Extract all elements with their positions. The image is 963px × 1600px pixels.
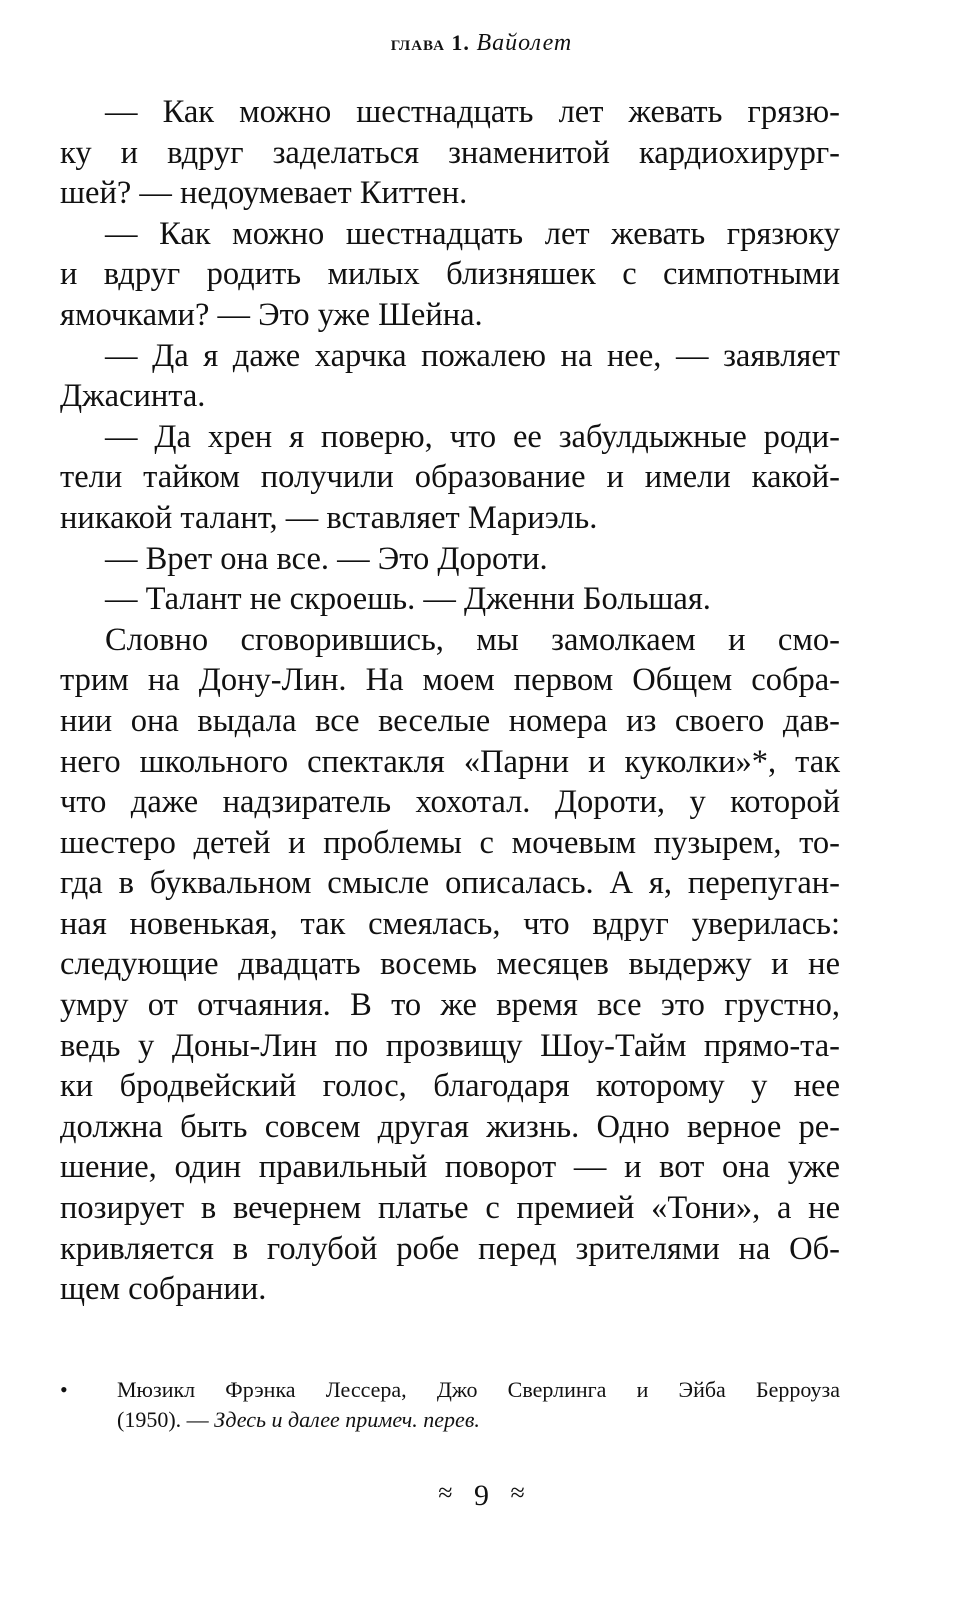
chapter-title: Вайолет <box>476 30 573 56</box>
text-line: что даже надзиратель хохотал. Дороти, у которой <box>60 784 840 821</box>
text-line: должна быть совсем другая жизнь. Одно верное ре- <box>60 1108 840 1145</box>
text-line: тели тайком получили образование и имели какой- <box>60 459 840 496</box>
text-line: ку и вдруг заделаться знаменитой кардиохирург- <box>60 134 840 171</box>
text-line: Словно сговорившись, мы замолкаем и смо- <box>105 621 840 658</box>
text-line: ная новенькая, так смеялась, что вдруг уверилась: <box>60 905 840 942</box>
text-line: умру от отчаяния. В то же время все это грустно, <box>60 987 840 1024</box>
chapter-number: глава 1. <box>390 30 470 55</box>
left-ornament-icon: ≈ <box>438 1478 453 1507</box>
text-line: нии она выдала все веселые номера из своего дав- <box>60 702 840 739</box>
footnote-translator-note: Здесь и далее примеч. перев. <box>214 1407 480 1432</box>
text-line: ямочками? — Это уже Шейна. <box>60 296 483 333</box>
text-line: гда в буквальном смысле описалась. А я, перепуган- <box>60 865 840 902</box>
text-line: никакой талант, — вставляет Мариэль. <box>60 499 598 536</box>
text-line: Джасинта. <box>60 378 206 415</box>
text-line: трим на Дону-Лин. На моем первом Общем собра- <box>60 662 840 699</box>
text-line: щем собрании. <box>60 1271 267 1308</box>
footnote-year: (1950). — <box>117 1407 215 1432</box>
text-line: — Как можно шестнадцать лет жевать грязюку <box>105 215 840 252</box>
text-line: — Талант не скроешь. — Дженни Большая. <box>105 581 711 618</box>
text-line: ки бродвейский голос, благодаря которому у нее <box>60 1068 840 1105</box>
text-line: следующие двадцать восемь месяцев выдержу и не <box>60 946 840 983</box>
body-text <box>60 92 840 1310</box>
text-line: шей? — недоумевает Киттен. <box>60 175 468 212</box>
footnote-line: Мюзикл Фрэнка Лессера, Джо Сверлинга и Эйба Берроуза <box>117 1377 840 1402</box>
text-line: шестеро детей и проблемы с мочевым пузырем, то- <box>60 824 840 861</box>
text-line: шение, один правильный поворот — и вот она уже <box>60 1149 840 1186</box>
text-line: — Как можно шестнадцать лет жевать грязю- <box>105 94 840 130</box>
text-line: и вдруг родить милых близняшек с симпотными <box>60 256 840 293</box>
right-ornament-icon: ≈ <box>510 1478 525 1507</box>
footnote <box>60 1375 840 1435</box>
text-line: позирует в вечернем платье с премией «Тони», а не <box>60 1190 840 1227</box>
running-header <box>0 30 963 57</box>
footnote-marker: • <box>60 1377 68 1402</box>
text-line: кривляется в голубой робе перед зрителями на Об- <box>60 1230 840 1267</box>
text-line: ведь у Доны-Лин по прозвищу Шоу-Тайм прямо-та- <box>60 1027 840 1064</box>
text-line: него школьного спектакля «Парни и куколки»*, так <box>60 743 840 780</box>
text-line: — Да я даже харчка пожалею на нее, — заявляет <box>105 337 840 374</box>
page-number: 9 <box>474 1479 489 1512</box>
text-line: — Да хрен я поверю, что ее забулдыжные роди- <box>105 418 840 455</box>
page-footer <box>0 1478 963 1513</box>
text-line: — Врет она все. — Это Дороти. <box>105 540 548 577</box>
